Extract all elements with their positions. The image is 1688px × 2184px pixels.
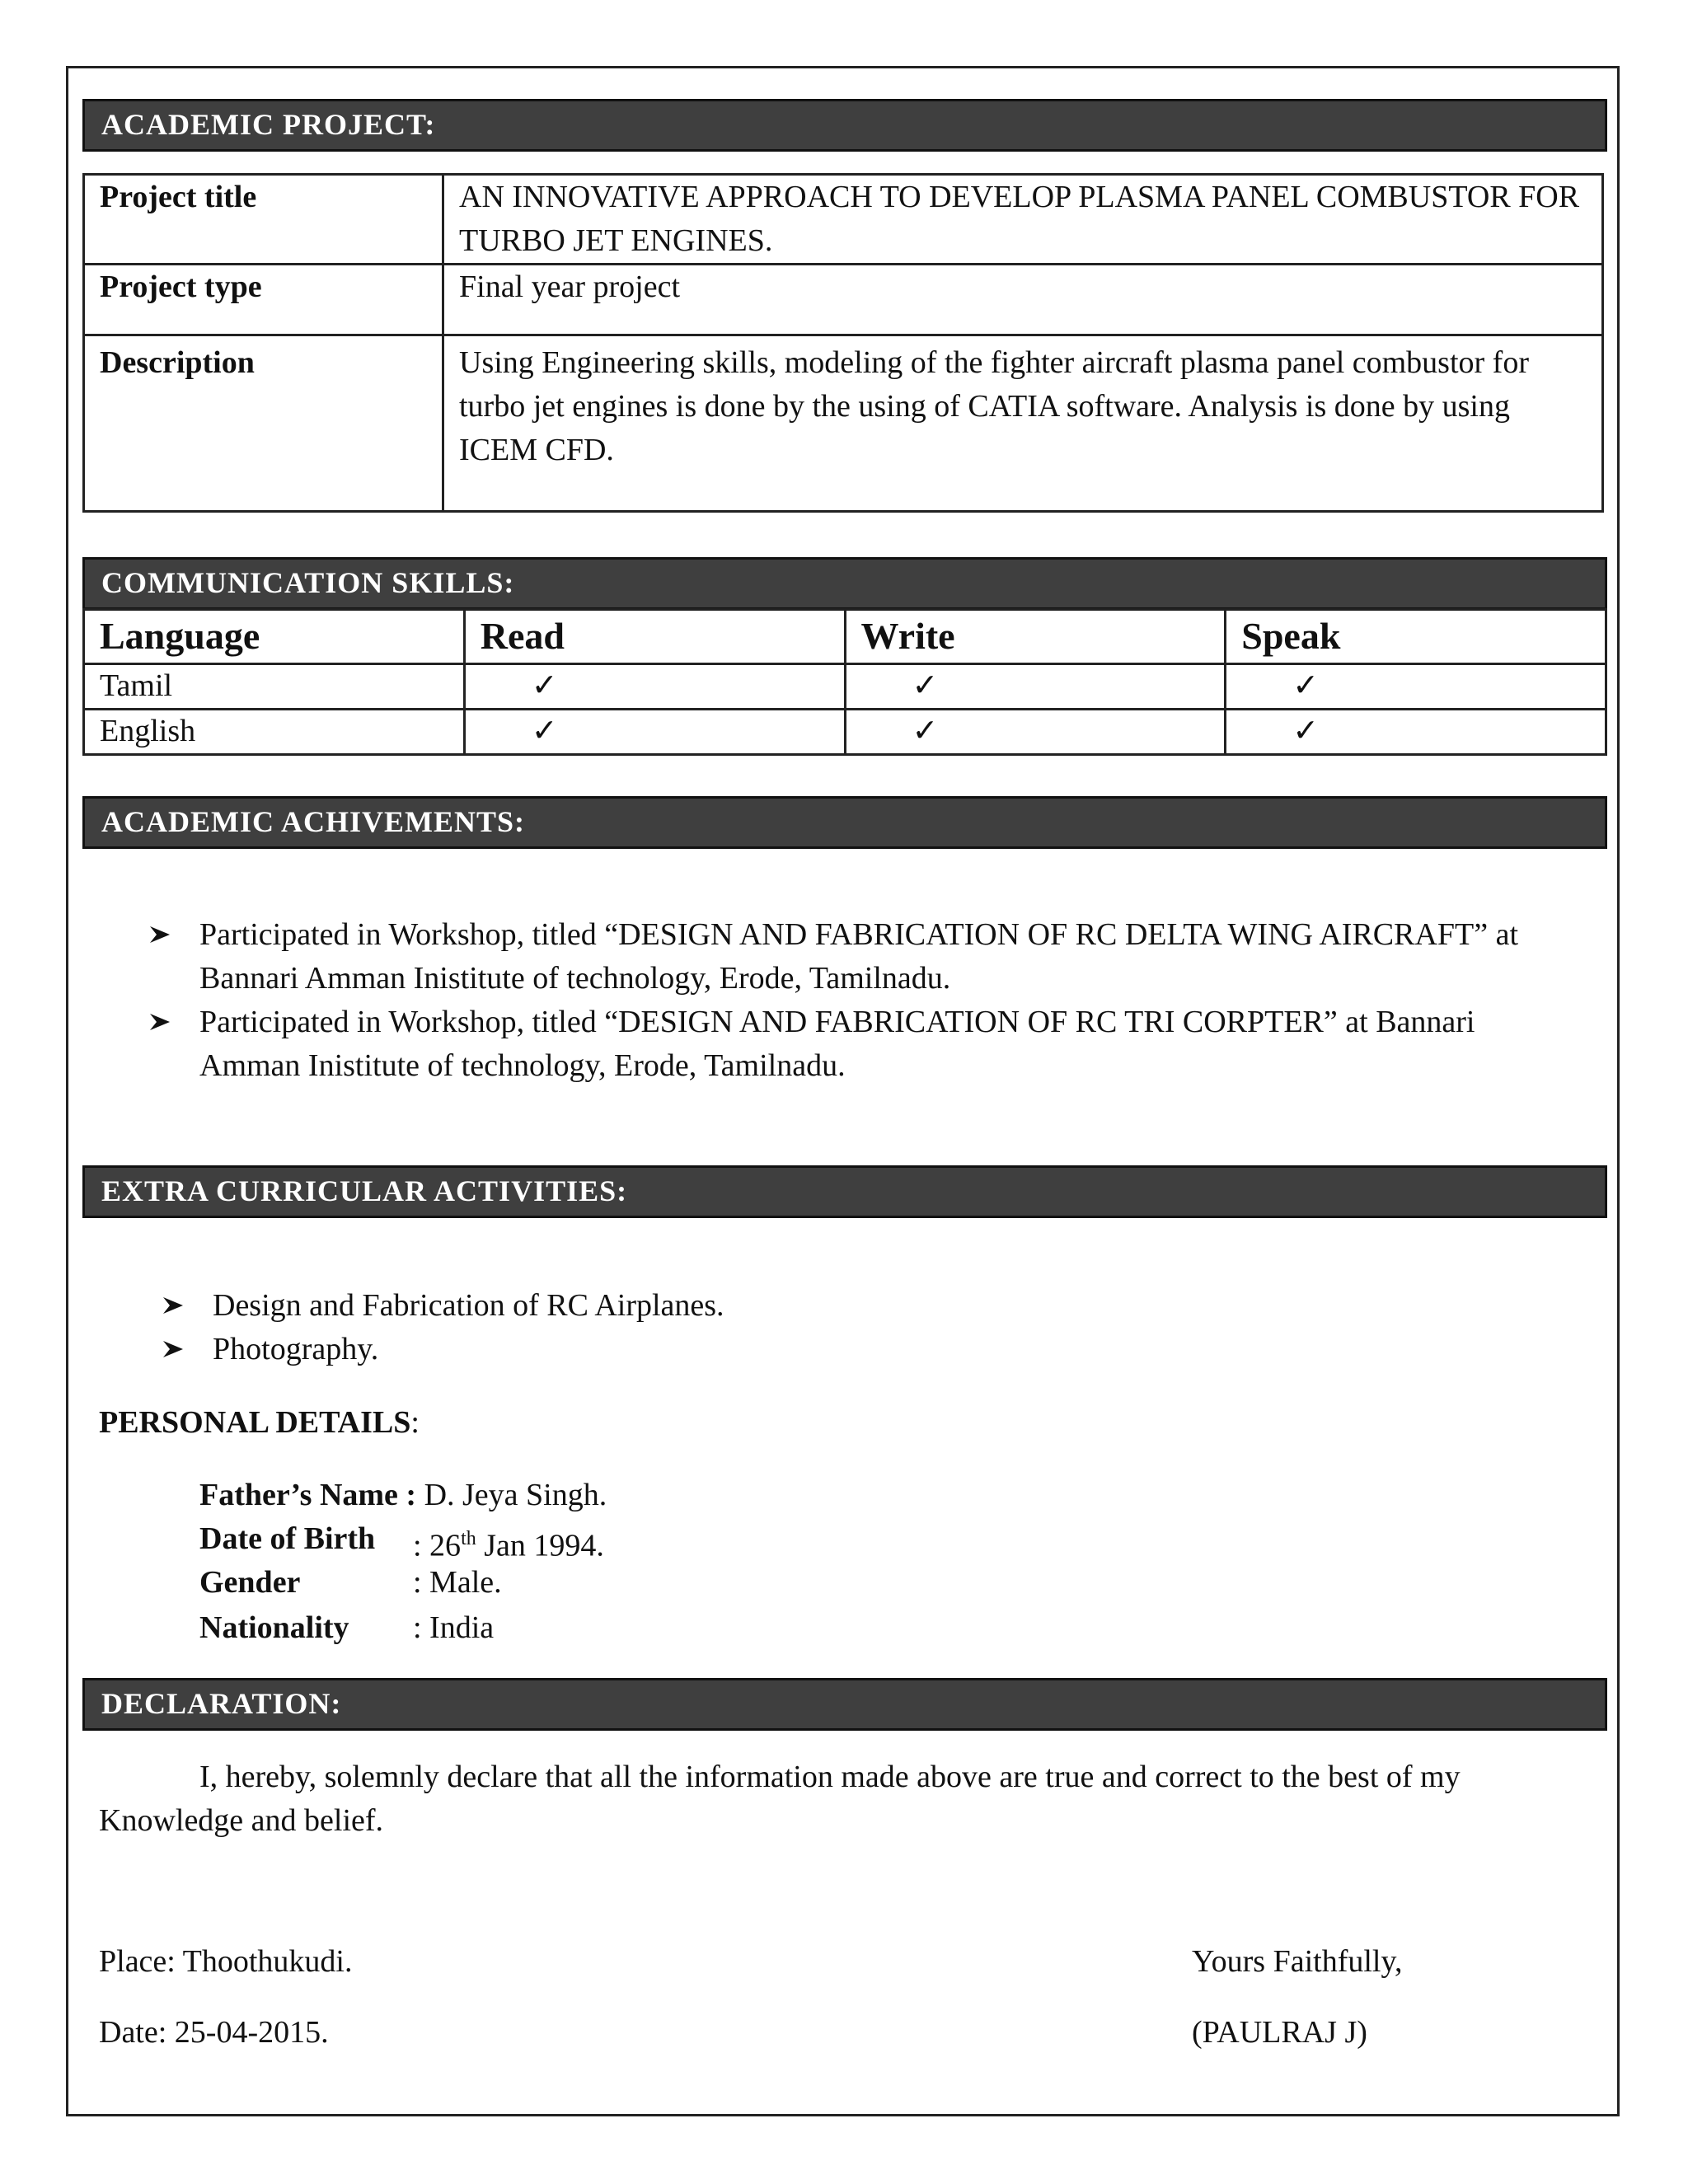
table-row	[84, 175, 1603, 265]
section-header-declaration: DECLARATION:	[82, 1678, 1607, 1731]
section-header-academic-project: ACADEMIC PROJECT:	[82, 99, 1607, 152]
arrow-bullet-icon	[148, 1012, 171, 1032]
project-table	[82, 173, 1604, 513]
gender-label: Gender	[199, 1565, 301, 1600]
project-type-value: Final year project	[443, 265, 1603, 335]
activity-text: Design and Fabrication of RC Airplanes.	[213, 1288, 724, 1323]
description-label: Description	[84, 335, 443, 512]
achievements-list	[148, 913, 1558, 1088]
header-language: Language	[84, 610, 465, 664]
section-header-academic-achievements: ACADEMIC ACHIVEMENTS:	[82, 796, 1607, 849]
arrow-bullet-icon	[148, 925, 171, 944]
place-text: Place: Thoothukudi.	[99, 1944, 353, 1979]
achievement-text: Participated in Workshop, titled “DESIGN AND FABRICATION OF RC TRI CORPTER” at Bannari Amman Inistitute of technology, Erode, Tamilnadu.	[199, 1005, 1475, 1083]
dob-row	[199, 1517, 604, 1563]
write-check-icon: ✓	[845, 664, 1226, 710]
speak-check-icon: ✓	[1226, 710, 1606, 755]
activity-text: Photography.	[213, 1332, 379, 1366]
personal-details-colon: :	[410, 1405, 420, 1440]
list-item	[148, 1001, 1558, 1088]
header-read: Read	[464, 610, 845, 664]
activities-list	[162, 1284, 1480, 1371]
language-table	[82, 608, 1607, 756]
section-header-communication-skills: COMMUNICATION SKILLS:	[82, 557, 1607, 610]
arrow-bullet-icon	[162, 1339, 185, 1359]
dob-label: Date of Birth	[199, 1521, 376, 1556]
table-row	[84, 335, 1603, 512]
father-name-value: D. Jeya Singh.	[424, 1478, 607, 1512]
header-speak: Speak	[1226, 610, 1606, 664]
project-type-label: Project type	[84, 265, 443, 335]
dob-suffix: Jan 1994.	[476, 1528, 604, 1563]
nationality-label: Nationality	[199, 1610, 349, 1645]
list-item	[148, 913, 1558, 1001]
arrow-bullet-icon	[162, 1296, 185, 1315]
project-title-label: Project title	[84, 175, 443, 265]
nationality-row	[199, 1606, 495, 1650]
dob-prefix: : 26	[413, 1528, 462, 1563]
list-item	[162, 1328, 1480, 1371]
gender-row	[199, 1561, 502, 1605]
closing-text: Yours Faithfully,	[1192, 1944, 1403, 1979]
section-header-extra-curricular: EXTRA CURRICULAR ACTIVITIES:	[82, 1165, 1607, 1218]
table-header-row	[84, 610, 1606, 664]
signature-name: (PAULRAJ J)	[1192, 2015, 1367, 2050]
write-check-icon: ✓	[845, 710, 1226, 755]
header-write: Write	[845, 610, 1226, 664]
table-row	[84, 710, 1606, 755]
table-row	[84, 265, 1603, 335]
achievement-text: Participated in Workshop, titled “DESIGN AND FABRICATION OF RC DELTA WING AIRCRAFT” at Bannari Amman Inistitute of technology, Erode, Tamilnadu.	[199, 917, 1519, 996]
father-name-label: Father’s Name :	[199, 1478, 417, 1512]
read-check-icon: ✓	[464, 710, 845, 755]
language-name: English	[84, 710, 465, 755]
speak-check-icon: ✓	[1226, 664, 1606, 710]
personal-details-label: PERSONAL DETAILS	[99, 1405, 411, 1440]
nationality-value: : India	[413, 1610, 495, 1645]
table-row	[84, 664, 1606, 710]
list-item	[162, 1284, 1480, 1328]
read-check-icon: ✓	[464, 664, 845, 710]
father-name-row	[199, 1474, 607, 1517]
project-title-value: AN INNOVATIVE APPROACH TO DEVELOP PLASMA PANEL COMBUSTOR FOR TURBO JET ENGINES.	[443, 175, 1603, 265]
gender-value: : Male.	[413, 1565, 502, 1600]
dob-sup: th	[461, 1528, 476, 1549]
personal-details-heading	[99, 1404, 420, 1441]
language-name: Tamil	[84, 664, 465, 710]
description-value: Using Engineering skills, modeling of the fighter aircraft plasma panel combustor for turbo jet engines is done by the using of CATIA software. Analysis is done by using ICEM CFD.	[443, 335, 1603, 512]
date-text: Date: 25-04-2015.	[99, 2015, 329, 2050]
declaration-text: I, hereby, solemnly declare that all the information made above are true and correct to the best of my Knowledge and belief.	[99, 1760, 1461, 1838]
